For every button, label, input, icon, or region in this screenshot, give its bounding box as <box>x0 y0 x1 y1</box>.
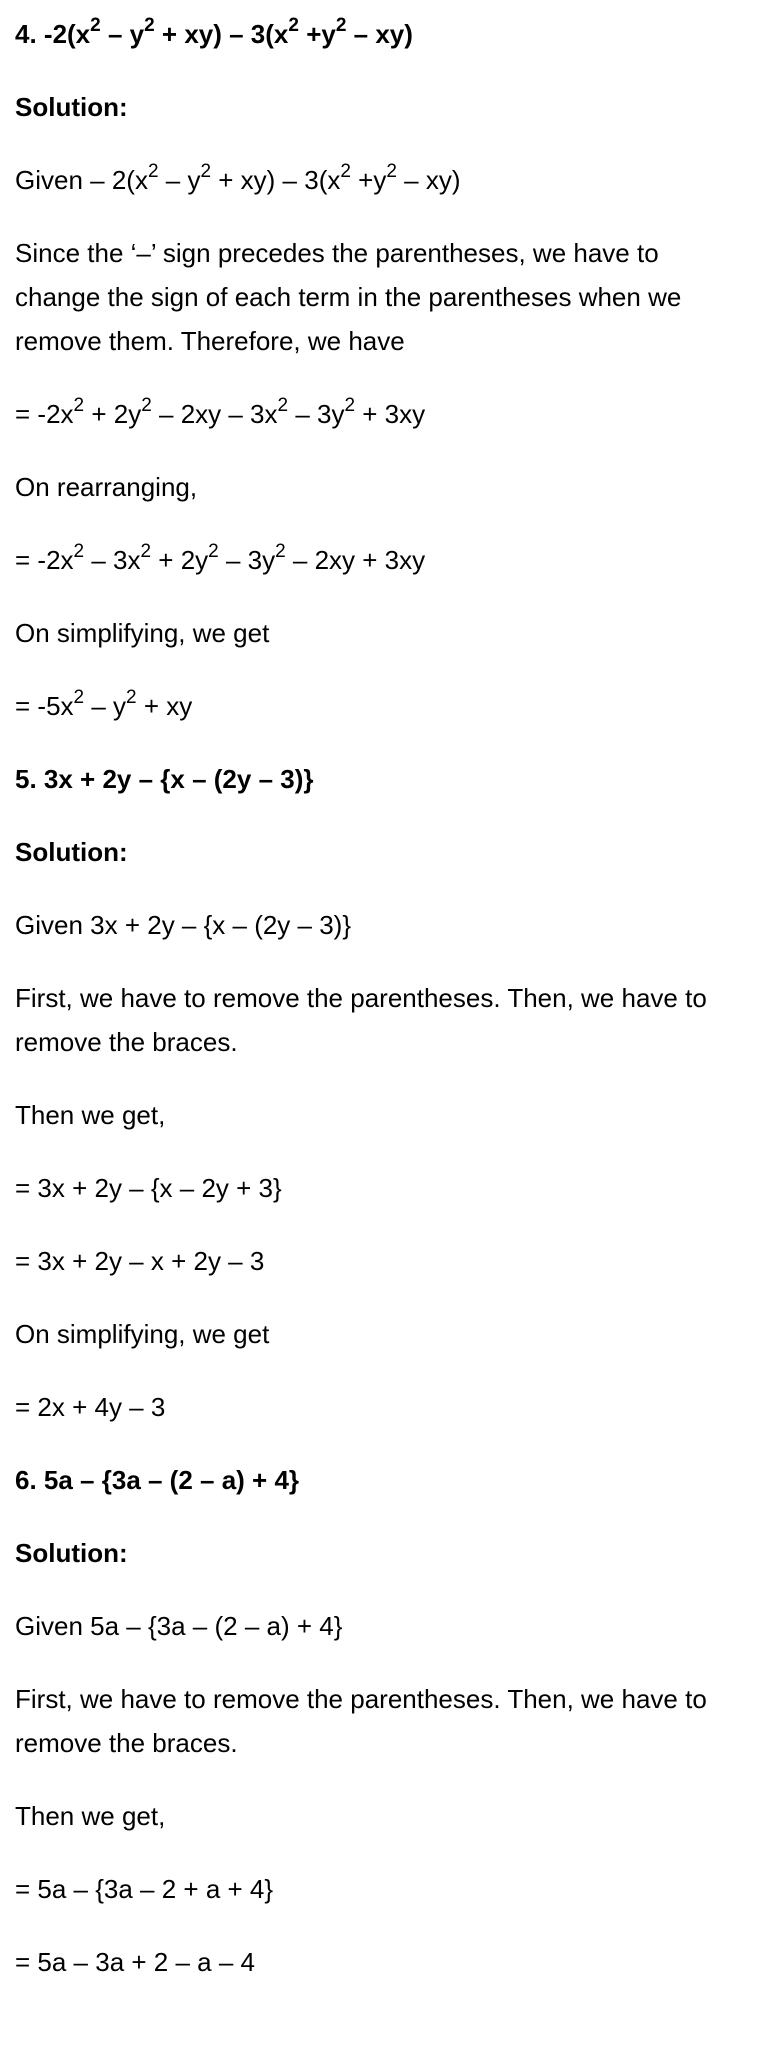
q5-explanation: First, we have to remove the parentheses. Then, we have to remove the braces. <box>15 983 707 1057</box>
q4-simplify-label: On simplifying, we get <box>15 618 270 648</box>
q6-title: 6. 5a – {3a – (2 – a) + 4} <box>15 1465 300 1495</box>
q5-given: Given 3x + 2y – {x – (2y – 3)} <box>15 910 352 940</box>
q4-step2: = $-2x^2 - 3x^2 + 2y^2 - 3y^2 - 2xy + 3xy$ <box>15 541 426 575</box>
q4-title: 4. $-2(x^2 - y^2 + xy) - 3(x^2 +y^2 - xy)$ <box>15 15 413 49</box>
q5-simplify-label: On simplifying, we get <box>15 1319 270 1349</box>
q5-result: = 2x + 4y – 3 <box>15 1392 166 1422</box>
q4-solution-label: Solution: <box>15 92 128 122</box>
q4-given: Given – $2(x^2 - y^2 + xy) - 3(x^2 +y^2 - xy)$ <box>15 161 461 195</box>
q5-solution-label: Solution: <box>15 837 128 867</box>
q6-step2: = 5a – 3a + 2 – a – 4 <box>15 1947 255 1977</box>
q4-result: = $-5x^2 - y^2$ + xy <box>15 687 193 721</box>
q5-step2: = 3x + 2y – x + 2y – 3 <box>15 1246 265 1276</box>
q6-explanation: First, we have to remove the parentheses. Then, we have to remove the braces. <box>15 1684 707 1758</box>
q5-then-label: Then we get, <box>15 1100 166 1130</box>
q4-rearrange-label: On rearranging, <box>15 472 198 502</box>
q5-step1: = 3x + 2y – {x – 2y + 3} <box>15 1173 282 1203</box>
q6-then-label: Then we get, <box>15 1801 166 1831</box>
q6-step1: = 5a – {3a – 2 + a + 4} <box>15 1874 274 1904</box>
q6-solution-label: Solution: <box>15 1538 128 1568</box>
q5-title: 5. 3x + 2y – {x – (2y – 3)} <box>15 764 314 794</box>
q4-step1: = $-2x^2 + 2y^2 - 2xy - 3x^2 - 3y^2 + 3xy$ <box>15 395 426 429</box>
q6-given: Given 5a – {3a – (2 – a) + 4} <box>15 1611 343 1641</box>
q4-explanation: Since the ‘–’ sign precedes the parentheses, we have to change the sign of each term in the parentheses when we remove them. Therefore, we have <box>15 238 682 356</box>
